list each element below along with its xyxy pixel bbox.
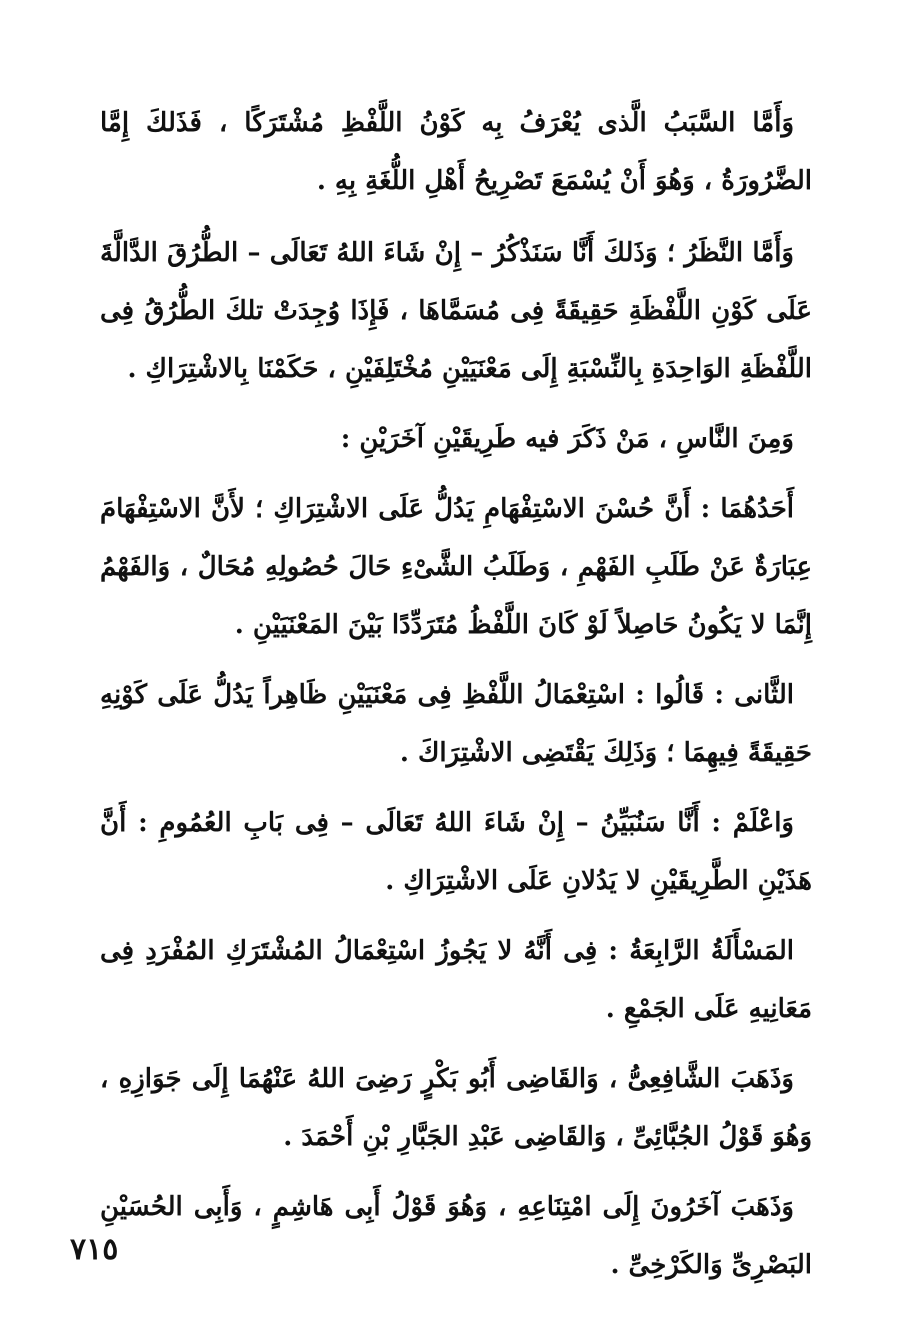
- paragraph-9: وَذَهَبَ آخَرُونَ إِلَى امْتِنَاعِهِ ، وَهُوَ قَوْلُ أَبِى هَاشِمٍ ، وَأَبِى الحُسَيْنِ البَصْرِىِّ وَالكَرْخِىِّ .: [100, 1192, 812, 1280]
- paragraph-2: وَأَمَّا النَّظَرُ ؛ وَذَلكَ أَنَّا سَنَذْكُرُ – إِنْ شَاءَ اللهُ تَعَالَى – الطُّرُقَ الدَّالَّةَ عَلَى كَوْنِ اللَّفْظَةِ حَقِيقَةً فِى مُسَمَّاهَا ، فَإِذَا وُجِدَتْ تلكَ الطُّرُقُ فِى اللَّفْظَةِ الوَاحِدَةِ بِالنِّسْبَةِ إِلَى مَعْنَيَيْنِ مُخْتَلِفَيْنِ ، حَكَمْنَا بِالاشْتِرَاكِ .: [100, 238, 812, 384]
- paragraph-4: أَحَدُهُمَا : أَنَّ حُسْنَ الاسْتِفْهَامِ يَدُلُّ عَلَى الاشْتِرَاكِ ؛ لأَنَّ الاسْتِفْهَامَ عِبَارَةٌ عَنْ طَلَبِ الفَهْمِ ، وَطَلَبُ الشَّىْءِ حَالَ حُصُولِهِ مُحَالٌ ، وَالفَهْمُ إِنَّمَا لا يَكُونُ حَاصِلاً لَوْ كَانَ اللَّفْظُ مُتَرَدِّدًا بَيْنَ المَعْنَيَيْنِ .: [100, 494, 812, 640]
- paragraph-3: وَمِنَ النَّاسِ ، مَنْ ذَكَرَ فيه طَرِيقَيْنِ آخَرَيْنِ :: [340, 424, 794, 454]
- paragraph-8: وَذَهَبَ الشَّافِعِىُّ ، وَالقَاضِى أَبُو بَكْرٍ رَضِىَ اللهُ عَنْهُمَا إِلَى جَوَازِهِ ، وَهُوَ قَوْلُ الجُبَّائِىِّ ، وَالقَاضِى عَبْدِ الجَبَّارِ بْنِ أَحْمَدَ .: [100, 1064, 812, 1152]
- page-body-text: [100, 94, 812, 1306]
- page-number: ٧١٥: [70, 1232, 119, 1267]
- paragraph-5: الثَّانى : قَالُوا : اسْتِعْمَالُ اللَّفْظِ فِى مَعْنَيَيْنِ ظَاهِراً يَدُلُّ عَلَى كَوْنِهِ حَقِيقَةً فِيهِمَا ؛ وَذَلِكَ يَقْتَضِى الاشْتِرَاكَ .: [100, 680, 812, 768]
- paragraph-1: وَأَمَّا السَّبَبُ الَّذى يُعْرَفُ بِه كَوْنُ اللَّفْظِ مُشْتَرَكًا ، فَذَلكَ إِمَّا الضَّرُورَةُ ، وَهُوَ أَنْ يُسْمَعَ تَصْرِيحُ أَهْلِ اللُّغَةِ بِهِ .: [100, 108, 812, 196]
- paragraph-7: المَسْأَلَةُ الرَّابِعَةُ : فِى أَنَّهُ لا يَجُوزُ اسْتِعْمَالُ المُشْتَرَكِ المُفْرَدِ فِى مَعَانِيهِ عَلَى الجَمْعِ .: [100, 936, 812, 1024]
- paragraph-6: وَاعْلَمْ : أَنَّا سَنُبَيِّنُ – إِنْ شَاءَ اللهُ تَعَالَى – فِى بَابِ العُمُومِ : أَنَّ هَذَيْنِ الطَّرِيقَيْنِ لا يَدُلانِ عَلَى الاشْتِرَاكِ .: [100, 808, 812, 896]
